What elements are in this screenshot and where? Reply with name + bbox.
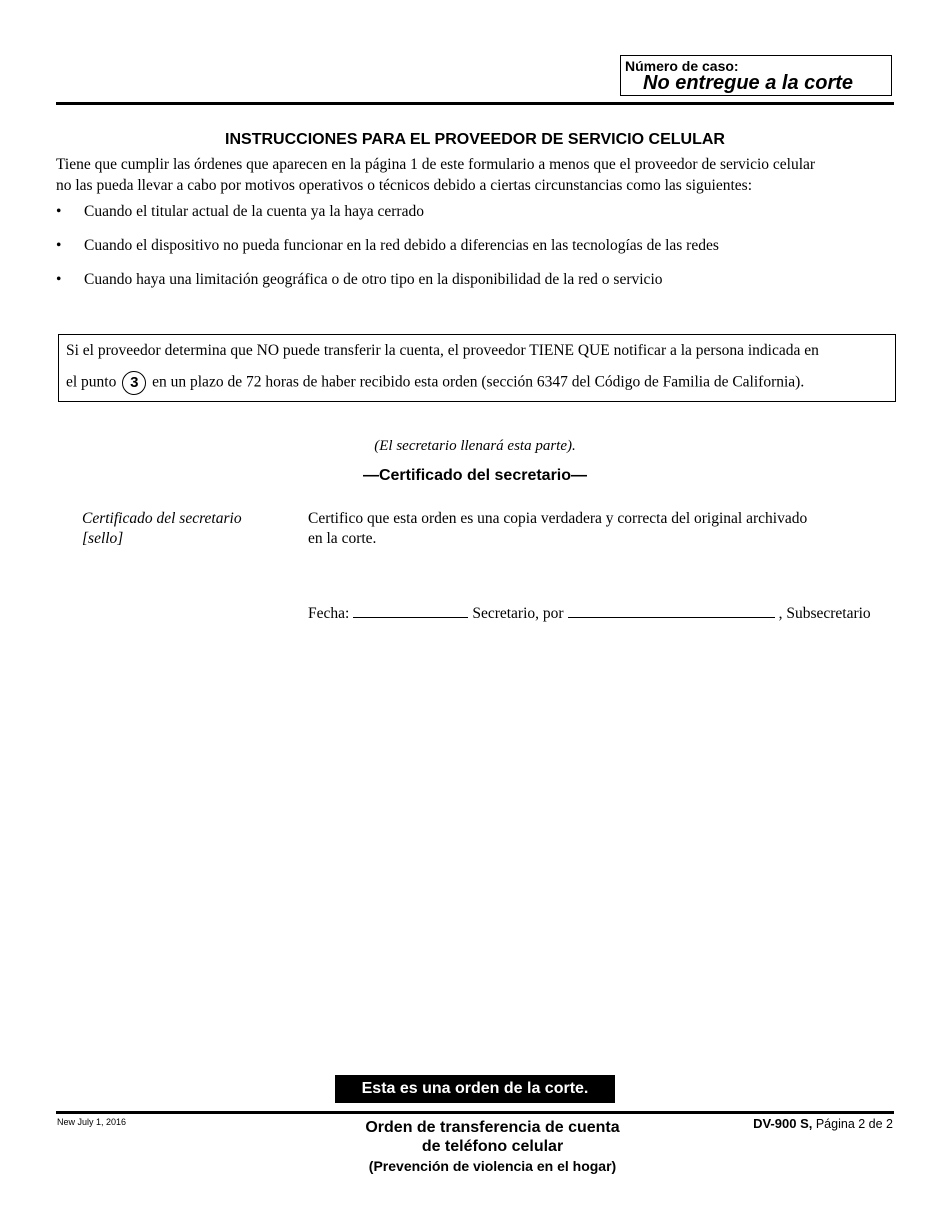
form-subtitle: (Prevención de violencia en el hogar) xyxy=(368,1158,617,1174)
header-divider xyxy=(56,102,894,105)
case-number-label: Número de caso: xyxy=(625,58,739,74)
date-field[interactable] xyxy=(353,601,468,618)
clerk-seal-label xyxy=(82,509,242,549)
form-page-info xyxy=(753,1116,893,1131)
bullet-icon: • xyxy=(56,271,62,288)
bullet-text: Cuando haya una limitación geográfica o de otro tipo en la disponibilidad de la red o servicio xyxy=(84,271,663,288)
instructions-intro-line-1: Tiene que cumplir las órdenes que aparecen en la página 1 de este formulario a menos que el proveedor de servicio celular xyxy=(56,156,816,173)
case-number-box xyxy=(620,55,892,96)
certification-statement xyxy=(308,509,868,549)
clerk-seal-label-line-2: [sello] xyxy=(82,530,124,547)
instructions-title: INSTRUCCIONES PARA EL PROVEEDOR DE SERVICIO CELULAR xyxy=(225,131,725,148)
notice-line-2 xyxy=(66,371,804,395)
notice-line-2-start: el punto xyxy=(66,373,117,391)
signature-row xyxy=(308,601,871,623)
bullet-icon: • xyxy=(56,203,62,220)
bullet-text: Cuando el titular actual de la cuenta ya la haya cerrado xyxy=(84,203,424,220)
certification-line-1: Certifico que esta orden es una copia verdadera y correcta del original archivado xyxy=(308,510,808,527)
page-number: Página 2 de 2 xyxy=(815,1117,893,1131)
deputy-label: , Subsecretario xyxy=(778,605,871,622)
form-code: DV-900 S, xyxy=(753,1116,813,1131)
instructions-intro xyxy=(56,154,901,196)
form-title xyxy=(335,1118,650,1156)
case-number-value: No entregue a la corte xyxy=(643,72,854,94)
clerk-signature-field[interactable] xyxy=(568,601,775,618)
certification-line-2: en la corte. xyxy=(308,530,377,547)
notice-line-2-end: en un plazo de 72 horas de haber recibido esta orden (sección 6347 del Código de Familia de California). xyxy=(152,373,805,391)
bullet-icon: • xyxy=(56,237,62,254)
revision-date: New July 1, 2016 xyxy=(57,1117,127,1127)
clerk-by-label: Secretario, por xyxy=(472,605,564,622)
form-title-line-2: de teléfono celular xyxy=(421,1138,564,1155)
form-title-line-1: Orden de transferencia de cuenta xyxy=(365,1119,620,1136)
footer-divider xyxy=(56,1111,894,1114)
date-label: Fecha: xyxy=(308,605,350,622)
clerk-fill-note: (El secretario llenará esta parte). xyxy=(374,438,576,454)
notice-line-1: Si el proveedor determina que NO puede transferir la cuenta, el proveedor TIENE QUE notificar a la persona indicada en xyxy=(66,342,819,359)
instructions-intro-line-2: no las pueda llevar a cabo por motivos operativos o técnicos debido a ciertas circunstancias como las siguientes: xyxy=(56,177,752,194)
clerk-seal-label-line-1: Certificado del secretario xyxy=(82,510,242,527)
provider-notice-box xyxy=(58,334,896,402)
item-number-circle: 3 xyxy=(122,371,146,395)
bullet-text: Cuando el dispositivo no pueda funcionar en la red debido a diferencias en las tecnologías de las redes xyxy=(84,237,719,254)
clerk-certificate-title: —Certificado del secretario— xyxy=(362,467,588,484)
court-order-badge: Esta es una orden de la corte. xyxy=(335,1075,615,1103)
